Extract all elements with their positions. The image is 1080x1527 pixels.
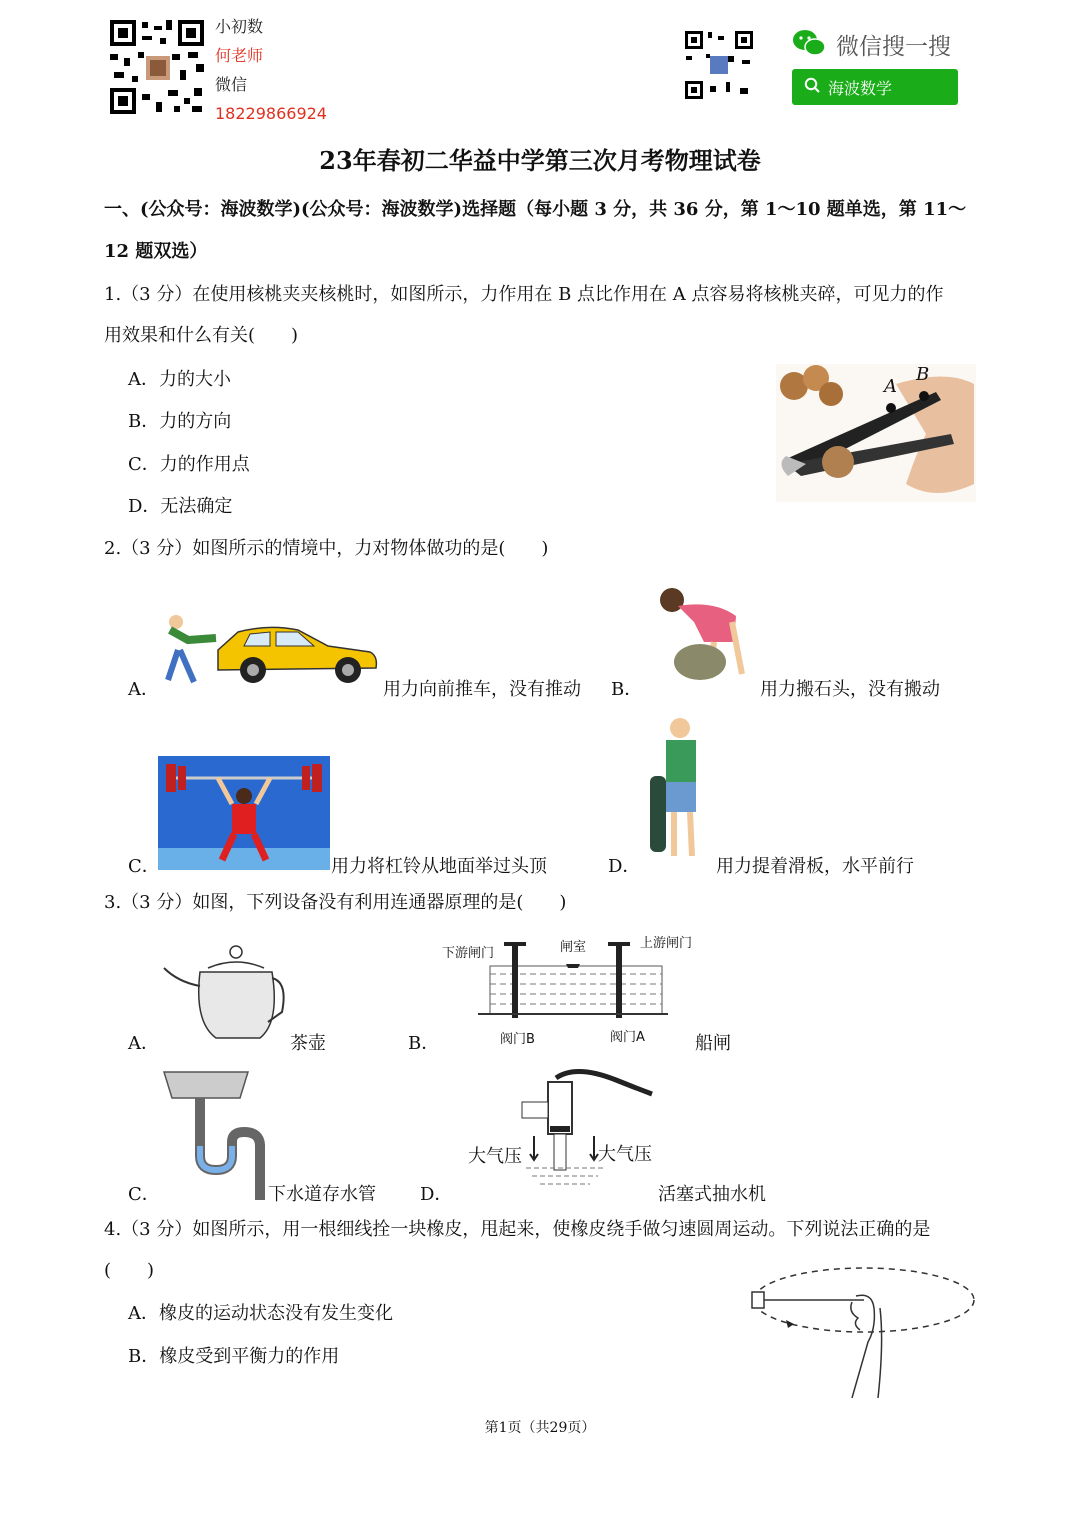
air-pressure-right-label: 大气压 bbox=[598, 1144, 652, 1165]
valve-a-label: 阀门A bbox=[610, 1030, 645, 1045]
q1-option-b[interactable]: B．力的方向 bbox=[128, 411, 232, 432]
down-gate-label: 下游闸门 bbox=[442, 946, 495, 961]
page-footer: 第1页（共29页） bbox=[484, 1420, 596, 1436]
section-heading: 一、(公众号：海波数学)(公众号：海波数学)选择题（每小题 3 分，共 36 分，第 1～10 题单选，第 11～ bbox=[104, 199, 967, 220]
q4-option-a[interactable]: A．橡皮的运动状态没有发生变化 bbox=[128, 1303, 393, 1324]
chamber-label: 闸室 bbox=[560, 940, 587, 955]
qr-caption-wechat: 微信 bbox=[215, 75, 248, 94]
air-pressure-left-label: 大气压 bbox=[468, 1146, 522, 1167]
q1-option-c[interactable]: C．力的作用点 bbox=[128, 454, 250, 475]
q3-option-b-letter[interactable]: B． bbox=[408, 1033, 440, 1054]
q2-option-d-text: 用力提着滑板，水平前行 bbox=[716, 856, 914, 877]
ship-lock-figure bbox=[438, 930, 700, 1047]
qr-code-right bbox=[684, 30, 754, 100]
teapot-figure bbox=[160, 942, 290, 1044]
question-4-stem: 4.（3 分）如图所示，用一根细线拴一块橡皮，甩起来，使橡皮绕手做匀速圆周运动。下列说法正确的是 bbox=[104, 1219, 931, 1240]
q2-option-c-text: 用力将杠铃从地面举过头顶 bbox=[331, 856, 547, 877]
qr-caption-teacher: 何老师 bbox=[215, 46, 264, 65]
q3-option-c-text: 下水道存水管 bbox=[268, 1184, 376, 1205]
q3-option-a-text: 茶壶 bbox=[290, 1033, 326, 1054]
q3-option-d-text: 活塞式抽水机 bbox=[658, 1184, 766, 1205]
up-gate-label: 上游闸门 bbox=[640, 936, 693, 951]
qr-caption-phone: 18229866924 bbox=[215, 104, 327, 123]
q1-option-d[interactable]: D．无法确定 bbox=[128, 496, 233, 517]
section-heading-cont: 12 题双选） bbox=[104, 241, 208, 262]
question-2-stem: 2.（3 分）如图所示的情境中，力对物体做功的是( ) bbox=[104, 538, 549, 559]
q2-option-c-letter[interactable]: C． bbox=[128, 856, 160, 877]
question-1-stem-cont: 用效果和什么有关( ) bbox=[104, 325, 299, 346]
search-button-label: 海波数学 bbox=[828, 78, 893, 98]
point-b-label: B bbox=[916, 364, 930, 385]
circular-motion-figure bbox=[748, 1262, 978, 1398]
qr-caption-line: 小初数 bbox=[215, 17, 264, 36]
q4-option-b[interactable]: B．橡皮受到平衡力的作用 bbox=[128, 1346, 340, 1367]
q2-option-a-letter[interactable]: A． bbox=[128, 679, 159, 700]
q3-option-d-letter[interactable]: D． bbox=[420, 1184, 453, 1205]
weightlifting-figure bbox=[158, 756, 330, 870]
push-car-figure bbox=[158, 610, 380, 690]
question-4-stem-cont: ( ) bbox=[104, 1260, 155, 1281]
qr-code-left bbox=[108, 18, 206, 116]
q2-option-d-letter[interactable]: D． bbox=[608, 856, 641, 877]
page-title: 23年春初二华益中学第三次月考物理试卷 bbox=[319, 146, 761, 175]
nutcracker-figure bbox=[776, 364, 976, 502]
lift-stone-figure bbox=[644, 582, 756, 686]
drain-trap-figure bbox=[160, 1066, 270, 1200]
q2-option-b-letter[interactable]: B． bbox=[611, 679, 643, 700]
search-button[interactable] bbox=[792, 69, 958, 105]
q1-option-a[interactable]: A．力的大小 bbox=[128, 369, 231, 390]
q3-option-c-letter[interactable]: C． bbox=[128, 1184, 160, 1205]
carry-skateboard-figure bbox=[642, 716, 710, 868]
piston-pump-figure bbox=[466, 1062, 662, 1188]
q3-option-a-letter[interactable]: A． bbox=[128, 1033, 159, 1054]
search-icon bbox=[804, 77, 820, 97]
q3-option-b-text: 船闸 bbox=[695, 1033, 731, 1054]
question-3-stem: 3.（3 分）如图，下列设备没有利用连通器原理的是( ) bbox=[104, 892, 567, 913]
q2-option-a-text: 用力向前推车，没有推动 bbox=[383, 679, 581, 700]
q2-option-b-text: 用力搬石头，没有搬动 bbox=[760, 679, 940, 700]
valve-b-label: 阀门B bbox=[500, 1032, 535, 1047]
wechat-search-title: 微信搜一搜 bbox=[836, 34, 951, 60]
question-1-stem: 1.（3 分）在使用核桃夹夹核桃时，如图所示，力作用在 B 点比作用在 A 点容易将核桃夹碎，可见力的作 bbox=[104, 284, 944, 305]
wechat-logo-icon bbox=[792, 28, 826, 58]
point-a-label: A bbox=[884, 376, 897, 397]
